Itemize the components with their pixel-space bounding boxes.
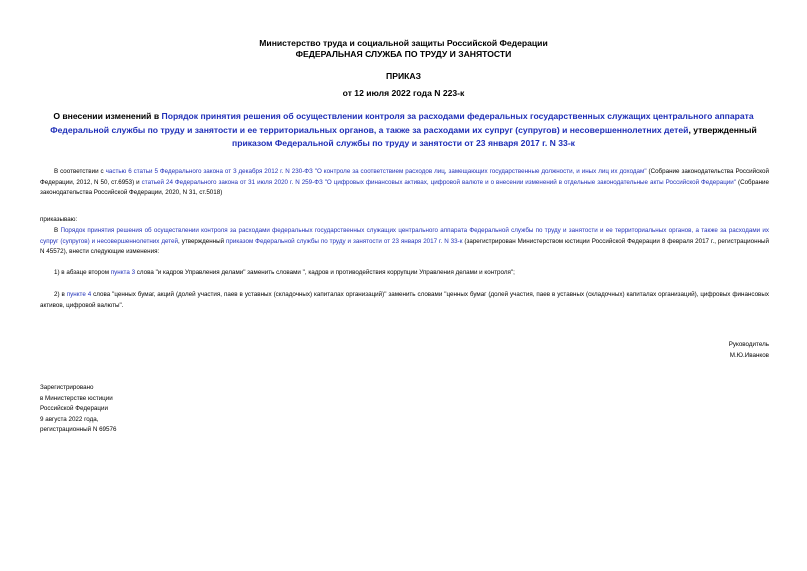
signatory-role: Руководитель bbox=[728, 341, 769, 348]
item2-text-2: слова "ценных бумаг, акций (долей участия, паев в уставных (складочных) капиталах организаций)" заменить словами "ценных бумаг (долей участия, паев в уставных (складочных) капиталах организаций), цифровых финансовых активов, цифровой валюты". bbox=[40, 291, 769, 309]
preamble-text-3: (Собрание законодательства Российской Федерации, 2020, N 31, ст.5018) bbox=[40, 178, 770, 196]
order-word: приказываю: bbox=[40, 216, 78, 223]
registration-block bbox=[40, 383, 116, 436]
law-230fz-link[interactable]: частью 6 статьи 5 Федерального закона от 3 декабря 2012 г. N 230-ФЗ "О контроле за соответствием расходов лиц, замещающих государственные должности, и иных лиц их доходам" bbox=[105, 168, 647, 175]
procedure-link-2[interactable]: Порядок принятия решения об осуществлении контроля за расходами федеральных государственных служащих центрального аппарата Федеральной службы по труду и занятости и ее территориальных органов, а также за расходами их супруг (супругов) и несовершеннолетних детей bbox=[40, 227, 769, 245]
preamble-text-2: (Собрание законодательства Российской Федерации, 2012, N 50, ст.6953) и bbox=[40, 168, 769, 186]
signature-block bbox=[729, 340, 769, 361]
ministry-heading: Министерство труда и социальной защиты Российской Федерации bbox=[259, 38, 548, 48]
order-type-heading: ПРИКАЗ bbox=[386, 71, 421, 81]
registration-line: 9 августа 2022 года, bbox=[40, 415, 99, 423]
amendment-text-2: , утвержденный bbox=[178, 237, 225, 245]
amendment-text-3: (зарегистрирован Министерством юстиции Российской Федерации 8 февраля 2017 г., регистрационный N 45572), внести следующие изменения: bbox=[40, 237, 769, 255]
order-title bbox=[34, 110, 773, 151]
procedure-link[interactable]: Порядок принятия решения об осуществлении контроля за расходами федеральных государственных служащих центрального аппарата Федеральной службы по труду и занятости и ее территориальных органов, а также за расходами их супруг (супругов) и несовершеннолетних детей bbox=[50, 111, 754, 135]
amendment-item-1 bbox=[40, 268, 769, 279]
title-prefix: О внесении изменений в bbox=[53, 111, 160, 121]
registration-line: регистрационный N 69576 bbox=[40, 426, 117, 433]
amendment-item-2 bbox=[40, 290, 769, 311]
registration-line: Зарегистрировано bbox=[40, 384, 94, 391]
order-date-number: от 12 июля 2022 года N 223-к bbox=[342, 88, 465, 98]
preamble-paragraph bbox=[40, 167, 769, 199]
amendment-text-1: В bbox=[54, 227, 59, 234]
title-middle: , утвержденный bbox=[688, 124, 757, 135]
item2-text-1: 2) в bbox=[54, 291, 65, 298]
law-259fz-link[interactable]: статьей 24 Федерального закона от 31 июля 2020 г. N 259-ФЗ "О цифровых финансовых активах, цифровой валюте и о внесении изменений в отдельные законодательные акты Российской Федерации" bbox=[141, 178, 737, 186]
item1-text-1: 1) в абзаце втором bbox=[54, 269, 110, 276]
registration-line: Российской Федерации bbox=[40, 405, 108, 412]
order-33k-link[interactable]: приказом Федеральной службы по труду и занятости от 23 января 2017 г. N 33-к bbox=[232, 138, 575, 148]
preamble-text-1: В соответствии с bbox=[54, 168, 104, 175]
service-heading: ФЕДЕРАЛЬНАЯ СЛУЖБА ПО ТРУДУ И ЗАНЯТОСТИ bbox=[295, 49, 512, 59]
point-3-link[interactable]: пункта 3 bbox=[110, 269, 136, 276]
order-33k-link-2[interactable]: приказом Федеральной службы по труду и занятости от 23 января 2017 г. N 33-к bbox=[226, 237, 463, 245]
amendment-paragraph bbox=[40, 226, 769, 258]
item1-text-2: слова "и кадров Управления делами" заменить словами ", кадров и противодействия коррупции Управления делами и контроля"; bbox=[135, 269, 515, 276]
registration-line: в Министерстве юстиции bbox=[40, 394, 113, 402]
signatory-name: М.Ю.Иванков bbox=[729, 351, 769, 359]
point-4-link[interactable]: пункте 4 bbox=[66, 291, 92, 298]
